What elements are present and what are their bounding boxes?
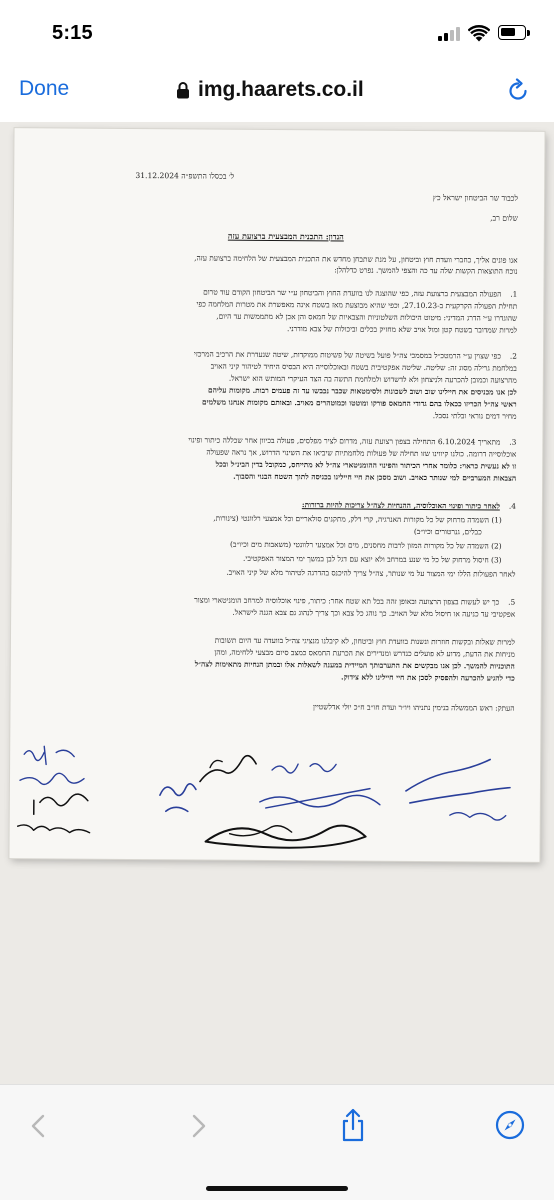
closing-line: מניחות את הדעת, מדוע לא פועלים כנדרש ומנדירים את הכרעת החמאס כמצב סיום מבצעי ללחימה, ומהן (214, 647, 515, 659)
chevron-left-icon[interactable] (24, 1110, 54, 1142)
paragraph-line: שהוגדרו ע״י הדרג המדיני: מיטוט היכולות השלטוניות והצבאיות של חמאס והן אכן לא מתממשות עד היום, (216, 311, 518, 323)
paragraph-line: (3) חיסול מרחוק של כל מי שנע במרחב ולא יוצא עם דגל לבן במשך ימי המצור האפקטיבי. (243, 553, 502, 565)
address-bar[interactable] (176, 76, 364, 104)
reload-icon[interactable] (505, 78, 531, 104)
paragraph-line: אפקטיבי עד כניעה או חיסול מלא של האויב. כך נוהג כל צבא וכך צריך לנהוג גם צבא הגנה לישראל. (232, 607, 516, 619)
browser-top-bar (0, 64, 554, 122)
paragraph-line-bold: לאחר כיתור ופינוי האוכלוסיה, ההנחיות לצה״ל צריכות להיות ברורות: (301, 500, 500, 511)
paragraph-line-bold: זו לא נעשית כראוי: כלומר אחרי הכיתור והפינוי ההומניטארי צה״ל לא מתייחס, כמקובל בדין הבינ״ל ובכל (215, 459, 517, 471)
letter-greeting: שלום רב, (490, 213, 518, 223)
status-bar (0, 0, 554, 64)
home-indicator (206, 1186, 348, 1191)
closing-line-bold: התוכניות להמשך. לכן אנו מבקשים את התערבותך המיידית במענה לשאלות אלו ובמתן הנחיות מתאימות לצה״ל (194, 659, 515, 671)
paragraph-line: אוכלוסייה דרומה. כולנו קיווינו שזו תחילה של פעולות מלחמתיות שיביאו את השינוי הדרוש, אך נראה שפעולה (206, 447, 517, 459)
handwritten-signatures (9, 740, 540, 862)
paragraph-number: 1. (510, 289, 518, 299)
letter-document (9, 128, 544, 862)
paragraph-line: תחילת הפעולה הקרקעית ב-27.10.23, וכפי שהיא מבוצעת מאז בשטח אינה מאפשרת את מטרות המלחמה כפי (196, 299, 518, 311)
status-time: 5:15 (52, 22, 93, 44)
wifi-icon (468, 25, 490, 42)
paragraph-line: (2) השמדה של כל מקורות המזון לרבות מחסנים, מים וכל אמצעי רלוונטי (משאבות מים וכיו״ב) (229, 539, 502, 551)
image-viewer[interactable] (0, 122, 554, 1084)
intro-line: אנו פונים אליך, כחברי וועדת חוץ וביטחון, על מנת שתבחן מחדש את התכנית המבצעית של הלחימה ברצועת עזה, (194, 253, 518, 265)
paragraph-line: במלחמת גרילה מסוג זה: שליטה. שליטה אפקטיבית בשטח ובאוכלוסייה היא הבסיס היחיד לטיהור קיני האויב (210, 361, 517, 373)
compass-icon[interactable] (494, 1109, 526, 1141)
paragraph-number: 5. (508, 597, 516, 607)
cc-line: העתק: ראש הממשלה בנימין נתניהו ויו״ר ועדת חו״ב ח״כ יולי אדלשטיין (313, 702, 515, 713)
url-text: img.haarets.co.il (198, 78, 364, 101)
paragraph-line: מחיר דמים נוראי ובלתי נסבל. (432, 411, 517, 421)
paragraph-line: הפעולה המבצעית ברצועת עזה, כפי שהוצגה לנו בוועדת החוץ והביטחון ע״י שר הביטחון הקודם עוד טרום (203, 287, 502, 299)
paragraph-line-bold: ראשי צה״ל הכריזו ככאלו בהם גדודי החמאס פורקו ומוטטו וכמוטהרים מאויב. ובאותם מקומות אנחנו משלמים (202, 397, 517, 409)
paragraph-number: 2. (509, 351, 518, 361)
browser-toolbar (0, 1084, 554, 1200)
paragraph-line: למרות שמדובר בשטח קטן ומול אויב שלא מחזיק בכלים וביכולות של צבא מודרני. (286, 324, 518, 335)
paragraph-number: 4. (508, 501, 516, 511)
paragraph-line: לאחר הפעולות הללו ימי המצור על מי שנותר, צה״ל צריך להיכנס בהדרגה לטיהור מלא של קיני האויב. (226, 567, 516, 579)
paragraph-line: (1) השמדה מרחוק של כל מקורות האנרגיה, קרי דלק, מתקנים סולאריים וכל אמצעי רלוונטי (צינורות, (213, 513, 502, 525)
paragraph-line: מתאריך 6.10.2024 התחילה בצפון רצועת עזה, מדרום לציר מפלסים, פעולה בכיוון אחר שכללה כיתור ופינוי (188, 435, 501, 447)
paragraph-number: 3. (509, 437, 517, 447)
paragraph-line: כבלים, גנרטורים וכיו״ב) (413, 526, 482, 537)
paragraph-line-bold: הצבאות המערביים למי שנותר כאויב. ושוב מסכן את חיי חיילינו בכניסה לתוך השטח הבנוי והסבוך. (233, 471, 517, 483)
paragraph-line: כך יש לעשות בצפון הרצועה ובאופן זהה בכל תא שטח אחר: כיתור, פינוי אוכלוסיה למרחב הומניטארי ומצור (194, 595, 500, 607)
letter-subject: הנדון: התכנית המבצעית ברצועת עזה (227, 230, 344, 242)
lock-icon (176, 81, 190, 99)
letter-addressee: לכבוד שר הביטחון ישראל כץ (432, 193, 519, 203)
intro-line: נוכח התוצאות הקשות שלה עד כה והצפי להמשך. נפרט כדלהלן: (334, 265, 518, 276)
battery-icon (498, 25, 526, 40)
cellular-signal-icon (438, 27, 460, 41)
closing-line-bold: כדי להגיע להכרעה ולהפסיק לסכן את חיי חיילינו ללא צידוק. (341, 672, 515, 683)
paragraph-line: כפי שצוין ע״י הרמטכ״ל במסמכי צה״ל פועל בשיטה של פשיטות ממוקדות, שיטה שנעדרת את הרכיב המרכזי (193, 349, 502, 361)
done-button[interactable]: Done (19, 77, 70, 100)
signatures-area (9, 740, 540, 862)
paragraph-line-bold: לכן אנו מכניסים את חיילינו שוב ושוב לשכונות ולסימטאות שכבר נכבשו עד זה פעמים רבות. מקומות עליהם (207, 385, 517, 397)
closing-line: למרות שאלות ובקשות חוזרות ונשנות בוועדת חוץ וביטחון, לא קיבלנו מנציגי צה״ל בוועדה עד היום תשובות (214, 635, 516, 647)
chevron-right-icon[interactable] (183, 1110, 213, 1142)
share-icon[interactable] (338, 1107, 368, 1143)
letter-date: ל׳ בכסלו התשפ״ה 31.12.2024 (135, 171, 235, 181)
paragraph-line: מהרצועה וכמובן להכרעה ולניצחון ולא לדשדוש ולמלחמת התשה בה הצד העיקרי המותש הוא ישראל. (228, 373, 517, 385)
